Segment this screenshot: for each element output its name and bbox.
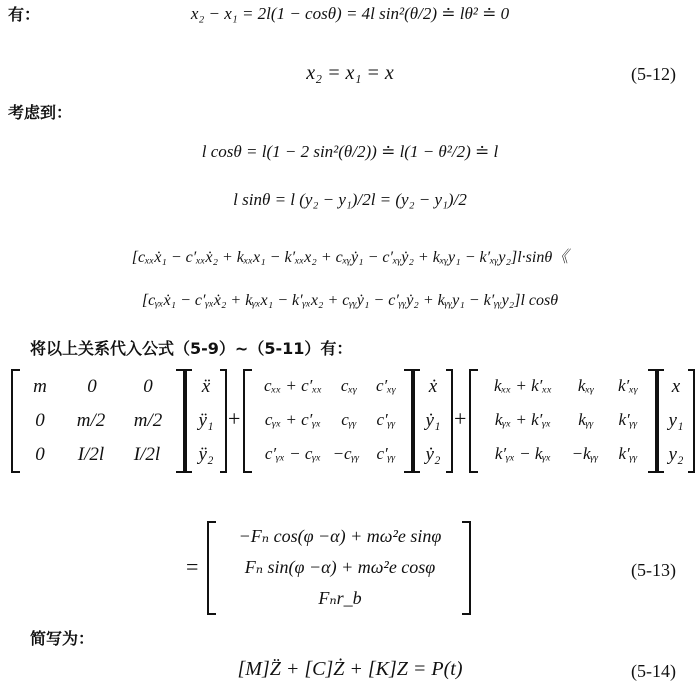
damping-r3-c1: c′ᵧₓ − cᵧₓ [264,444,322,463]
velocity-r1: ẋ [428,376,438,397]
stiffness-r2-c3: k′ᵧᵧ [618,410,638,429]
intro-text-3: 将以上关系代入公式（5-9）~（5-11）有： [30,339,353,358]
mass-r1-c1: m [33,376,47,397]
stiffness-r1-c2: kₓᵧ [577,376,595,395]
equation-d-text: [cₓₓẋ₁ − c′ₓₓẋ₂ + kₓₓx₁ − k′ₓₓx₂ + cₓᵧẏ₁ − c′ₓᵧẏ₂ + kₓᵧy₁ − k′ₓᵧy₂]l·sinθ《 [131,249,569,266]
equation-a-text: x₂ − x₁ = 2l(1 − cosθ) = 4l sin²(θ/2) ≐ lθ² ≐ 0 [190,4,510,23]
disp-r3: y₂ [668,444,684,465]
equation-b-text: l cosθ = l(1 − 2 sin²(θ/2)) ≐ l(1 − θ²/2) ≐ l [201,142,499,161]
damping-r3-c3: c′ᵧᵧ [376,444,396,463]
mass-r3-c1: 0 [35,444,45,465]
equation-5-14 [0,658,700,681]
accel-r3: ÿ₂ [198,444,214,465]
rhs-r2: Fₙ sin(φ −α) + mω²e cosφ [244,557,436,577]
velocity-r3: ẏ₂ [425,444,441,465]
equation-5-12-number: (5-12) [631,64,676,84]
equation-a [0,4,700,24]
rhs-r1: −Fₙ cos(φ −α) + mω²e sinφ [238,526,442,546]
stiffness-r3-c2: −kᵧᵧ [571,444,599,463]
plus-sign-2: + [454,406,467,431]
intro-text-1: 有： [8,5,41,24]
damping-r2-c2: cᵧᵧ [341,410,357,429]
intro-text-4: 简写为： [30,629,95,648]
stiffness-r3-c1: k′ᵧₓ − kᵧₓ [494,444,552,463]
equation-d [0,244,700,267]
equation-5-13-number: (5-13) [631,560,676,580]
velocity-r2: ẏ₁ [425,410,441,431]
equation-e [0,292,700,310]
equation-c [0,190,700,210]
equation-b [0,142,700,162]
equation-e-text: [cᵧₓẋ₁ − c′ᵧₓẋ₂ + kᵧₓx₁ − k′ᵧₓx₂ + cᵧᵧẏ₁ − c′ᵧᵧẏ₂ + kᵧᵧy₁ − k′ᵧᵧy₂]l cosθ [141,292,559,310]
equation-5-14-number: (5-14) [631,661,676,681]
mass-r2-c2: m/2 [76,410,106,431]
damping-r1-c1: cₓₓ + c′ₓₓ [263,376,323,395]
damping-r3-c2: −cᵧᵧ [332,444,360,463]
equation-5-12-text: x₂ = x₁ = x [306,62,394,84]
equation-5-12 [0,62,700,85]
damping-r2-c1: cᵧₓ + c′ᵧₓ [264,410,322,429]
mass-r2-c3: m/2 [133,410,163,431]
stiffness-r1-c3: k′ₓᵧ [617,376,638,395]
stiffness-r2-c1: kᵧₓ + k′ᵧₓ [494,410,552,429]
accel-r1: ẍ [201,376,211,397]
damping-r1-c3: c′ₓᵧ [375,376,396,395]
damping-r2-c3: c′ᵧᵧ [376,410,396,429]
mass-r2-c1: 0 [35,410,45,431]
intro-text-2: 考虑到： [8,103,73,122]
equation-5-14-text: [M]Z̈ + [C]Ż + [K]Z = P(t) [237,658,463,680]
mass-r1-c3: 0 [143,376,153,397]
mass-r1-c2: 0 [87,376,97,397]
equals-sign: = [186,554,199,579]
stiffness-r2-c2: kᵧᵧ [578,410,594,429]
rhs-r3: Fₙr_b [318,588,362,608]
stiffness-r3-c3: k′ᵧᵧ [618,444,638,463]
damping-r1-c2: cₓᵧ [340,376,358,395]
equation-c-text: l sinθ = l (y₂ − y₁)/2l = (y₂ − y₁)/2 [233,190,467,209]
stiffness-r1-c1: kₓₓ + k′ₓₓ [493,376,553,395]
plus-sign-1: + [228,406,241,431]
accel-r2: ÿ₁ [198,410,214,431]
mass-r3-c3: I/2l [133,444,161,465]
disp-r2: y₁ [668,410,684,431]
mass-r3-c2: I/2l [77,444,105,465]
disp-r1: x [671,376,681,397]
